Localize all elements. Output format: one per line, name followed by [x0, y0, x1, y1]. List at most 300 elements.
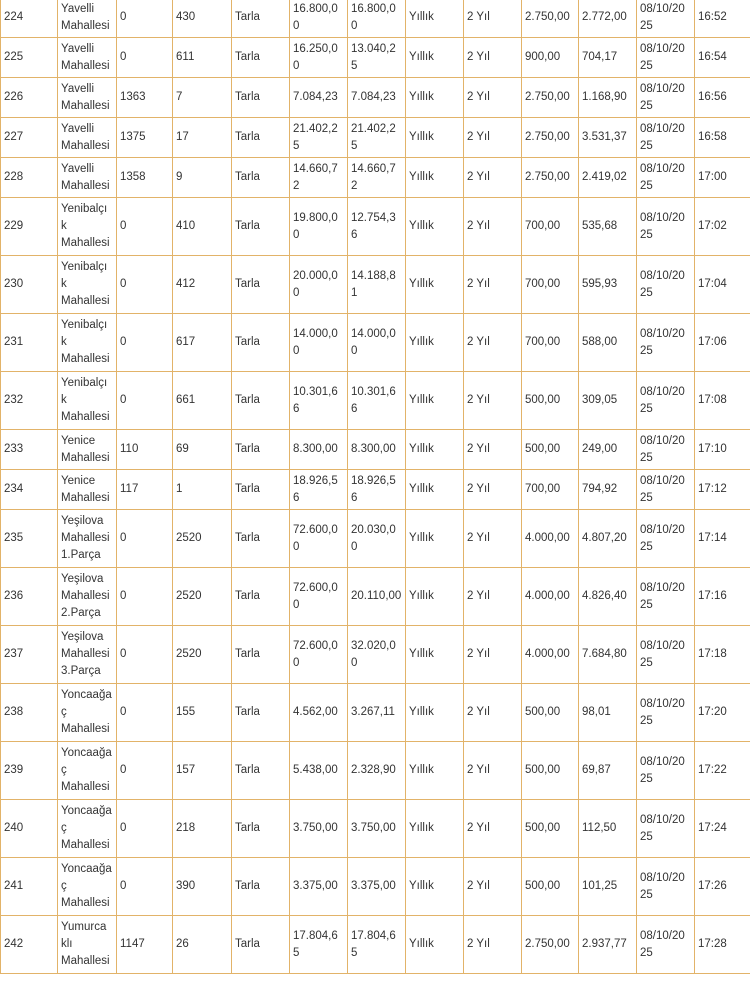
land-type-cell — [232, 800, 290, 858]
lease-duration-text: 2 Yıl — [467, 220, 490, 232]
row-number-text: 226 — [4, 91, 24, 103]
period-type-text: Yıllık — [409, 278, 434, 290]
auction-time-text: 16:52 — [698, 11, 727, 23]
rent-amount-text: 7.684,80 — [582, 648, 627, 660]
row-number-text: 233 — [4, 443, 24, 455]
table-row — [1, 314, 750, 372]
rent-amount-cell — [579, 314, 637, 372]
parcel-number-text: 7 — [176, 91, 183, 103]
total-area-cell — [290, 568, 348, 626]
auction-date-text-line: 08/10/20 — [640, 639, 685, 652]
total-area-text-line: 72.600,0 — [293, 639, 338, 652]
auction-date-cell — [637, 858, 695, 916]
neighborhood-text-line: Mahallesi — [61, 99, 110, 112]
neighborhood-text-line: Mahallesi — [61, 179, 110, 192]
lease-duration-cell — [464, 626, 522, 684]
auction-date-text-line: 25 — [640, 286, 653, 299]
leased-area-cell — [348, 0, 406, 38]
neighborhood-cell — [58, 158, 117, 198]
land-type-text: Tarla — [235, 11, 260, 23]
block-number-text: 1358 — [120, 171, 146, 183]
total-area-text-line: 6 — [293, 491, 300, 504]
auction-time-text: 17:22 — [698, 764, 727, 776]
auction-time-cell — [695, 158, 750, 198]
unit-price-text: 900,00 — [525, 51, 561, 63]
lease-duration-cell — [464, 470, 522, 510]
parcel-number-text: 2520 — [176, 532, 202, 544]
neighborhood-text-line: Yavelli — [61, 162, 95, 175]
period-type-text: Yıllık — [409, 131, 434, 143]
row-number-text: 241 — [4, 880, 24, 892]
unit-price-text: 700,00 — [525, 278, 561, 290]
total-area-text-line: 3.750,00 — [293, 822, 338, 834]
table-row — [1, 684, 750, 742]
period-type-cell — [406, 470, 464, 510]
total-area-text-line: 18.926,5 — [293, 474, 338, 487]
leased-area-text-line: 6 — [351, 402, 358, 415]
block-number-cell — [117, 0, 173, 38]
neighborhood-text-line: Mahallesi — [61, 532, 110, 544]
leased-area-cell — [348, 372, 406, 430]
parcel-number-cell — [173, 742, 232, 800]
table-body — [1, 0, 750, 974]
period-type-text: Yıllık — [409, 91, 434, 103]
auction-date-text-line: 08/10/20 — [640, 929, 685, 942]
parcel-number-text: 157 — [176, 764, 196, 776]
land-type-text: Tarla — [235, 91, 260, 103]
land-type-cell — [232, 742, 290, 800]
unit-price-text: 500,00 — [525, 443, 561, 455]
block-number-text: 0 — [120, 764, 127, 776]
row-number-cell — [1, 470, 58, 510]
lease-duration-cell — [464, 568, 522, 626]
auction-time-text: 17:00 — [698, 171, 727, 183]
lease-duration-text: 2 Yıl — [467, 880, 490, 892]
row-number-cell — [1, 916, 58, 974]
parcel-number-text: 412 — [176, 278, 196, 290]
lease-duration-text: 2 Yıl — [467, 483, 490, 495]
auction-date-text-line: 25 — [640, 714, 653, 727]
rent-amount-text: 588,00 — [582, 336, 618, 348]
land-type-text: Tarla — [235, 278, 260, 290]
auction-time-text: 16:58 — [698, 131, 727, 143]
neighborhood-text-line: Yavelli — [61, 42, 95, 55]
total-area-cell — [290, 626, 348, 684]
leased-area-text-line: 7.084,23 — [351, 91, 396, 103]
auction-date-text-line: 25 — [640, 402, 653, 415]
block-number-text: 117 — [120, 483, 139, 495]
row-number-cell — [1, 158, 58, 198]
rent-amount-text: 4.807,20 — [582, 532, 627, 544]
period-type-cell — [406, 684, 464, 742]
lease-duration-text: 2 Yıl — [467, 278, 490, 290]
auction-date-cell — [637, 626, 695, 684]
auction-time-cell — [695, 742, 750, 800]
leased-area-cell — [348, 626, 406, 684]
row-number-text: 240 — [4, 822, 24, 834]
leased-area-cell — [348, 198, 406, 256]
land-type-cell — [232, 256, 290, 314]
unit-price-cell — [522, 858, 579, 916]
auction-date-cell — [637, 430, 695, 470]
row-number-cell — [1, 568, 58, 626]
neighborhood-cell — [58, 800, 117, 858]
parcel-number-cell — [173, 198, 232, 256]
block-number-cell — [117, 38, 173, 78]
rent-amount-cell — [579, 800, 637, 858]
neighborhood-text-line: Mahallesi — [61, 897, 110, 909]
auction-date-cell — [637, 568, 695, 626]
lease-duration-text: 2 Yıl — [467, 532, 490, 544]
neighborhood-cell — [58, 684, 117, 742]
leased-area-text-line: 14.188,8 — [351, 269, 396, 282]
auction-date-cell — [637, 916, 695, 974]
auction-time-text: 17:20 — [698, 706, 727, 718]
unit-price-text: 500,00 — [525, 822, 561, 834]
land-type-text: Tarla — [235, 336, 260, 348]
parcel-number-cell — [173, 256, 232, 314]
total-area-cell — [290, 800, 348, 858]
parcel-number-cell — [173, 626, 232, 684]
auction-date-cell — [637, 38, 695, 78]
auction-time-text: 16:56 — [698, 91, 727, 103]
leased-area-text-line: 8.300,00 — [351, 443, 396, 455]
period-type-cell — [406, 256, 464, 314]
leased-area-text-line: 6 — [351, 491, 358, 504]
auction-date-cell — [637, 0, 695, 38]
row-number-text: 230 — [4, 278, 24, 290]
block-number-cell — [117, 916, 173, 974]
period-type-text: Yıllık — [409, 648, 434, 660]
lease-duration-text: 2 Yıl — [467, 51, 490, 63]
total-area-cell — [290, 158, 348, 198]
row-number-cell — [1, 430, 58, 470]
neighborhood-text-line: Mahallesi — [61, 839, 110, 851]
total-area-text-line: 2 — [293, 179, 300, 192]
block-number-text: 0 — [120, 220, 127, 232]
auction-time-text: 17:12 — [698, 483, 727, 495]
table-row — [1, 0, 750, 38]
neighborhood-cell — [58, 568, 117, 626]
parcel-number-text: 1 — [176, 483, 183, 495]
total-area-text-line: 72.600,0 — [293, 581, 338, 594]
unit-price-text: 500,00 — [525, 706, 561, 718]
row-number-cell — [1, 684, 58, 742]
rent-amount-text: 704,17 — [582, 51, 618, 63]
land-type-text: Tarla — [235, 220, 260, 232]
table-row — [1, 568, 750, 626]
block-number-cell — [117, 118, 173, 158]
auction-date-cell — [637, 118, 695, 158]
auction-time-text: 17:26 — [698, 880, 727, 892]
land-type-text: Tarla — [235, 483, 260, 495]
unit-price-cell — [522, 256, 579, 314]
neighborhood-text-line: Mahallesi — [61, 139, 110, 152]
total-area-cell — [290, 684, 348, 742]
auction-time-cell — [695, 78, 750, 118]
period-type-text: Yıllık — [409, 443, 434, 455]
unit-price-cell — [522, 158, 579, 198]
parcel-number-cell — [173, 314, 232, 372]
land-type-cell — [232, 38, 290, 78]
auction-time-text: 17:28 — [698, 938, 727, 950]
land-type-text: Tarla — [235, 443, 260, 455]
leased-area-cell — [348, 314, 406, 372]
rent-amount-cell — [579, 916, 637, 974]
table-row — [1, 256, 750, 314]
rent-amount-cell — [579, 0, 637, 38]
lease-duration-cell — [464, 372, 522, 430]
auction-time-text: 17:04 — [698, 278, 727, 290]
period-type-cell — [406, 568, 464, 626]
lease-duration-cell — [464, 198, 522, 256]
neighborhood-text-line: 1.Parça — [61, 549, 101, 561]
neighborhood-text-line: Mahallesi — [61, 295, 110, 307]
land-type-cell — [232, 916, 290, 974]
auction-date-text-line: 25 — [640, 598, 653, 611]
neighborhood-text-line: Mahallesi — [61, 648, 110, 660]
total-area-text-line: 10.301,6 — [293, 385, 338, 398]
block-number-cell — [117, 470, 173, 510]
auction-date-text-line: 25 — [640, 491, 653, 504]
total-area-text-line: 0 — [293, 656, 300, 669]
unit-price-text: 500,00 — [525, 880, 561, 892]
neighborhood-cell — [58, 742, 117, 800]
lease-duration-text: 2 Yıl — [467, 822, 490, 834]
neighborhood-cell — [58, 78, 117, 118]
parcel-number-text: 661 — [176, 394, 196, 406]
table-row — [1, 742, 750, 800]
parcel-number-cell — [173, 158, 232, 198]
neighborhood-cell — [58, 470, 117, 510]
row-number-text: 236 — [4, 590, 24, 602]
neighborhood-text-line: Mahallesi — [61, 451, 110, 464]
land-type-cell — [232, 158, 290, 198]
auction-time-text: 17:08 — [698, 394, 727, 406]
auction-time-text: 17:06 — [698, 336, 727, 348]
rent-amount-cell — [579, 626, 637, 684]
leased-area-cell — [348, 684, 406, 742]
land-type-text: Tarla — [235, 394, 260, 406]
neighborhood-text-line: ç — [61, 764, 67, 776]
table-row — [1, 158, 750, 198]
leased-area-text-line: 12.754,3 — [351, 211, 396, 224]
parcel-number-text: 390 — [176, 880, 196, 892]
lease-duration-cell — [464, 118, 522, 158]
auction-time-text: 17:02 — [698, 220, 727, 232]
period-type-cell — [406, 158, 464, 198]
block-number-text: 0 — [120, 532, 127, 544]
row-number-text: 224 — [4, 11, 24, 23]
block-number-text: 1375 — [120, 131, 146, 143]
block-number-cell — [117, 684, 173, 742]
rent-amount-text: 249,00 — [582, 443, 618, 455]
neighborhood-cell — [58, 198, 117, 256]
rent-amount-cell — [579, 118, 637, 158]
land-type-text: Tarla — [235, 706, 260, 718]
total-area-text-line: 3.375,00 — [293, 880, 338, 892]
lease-duration-cell — [464, 742, 522, 800]
block-number-cell — [117, 78, 173, 118]
row-number-cell — [1, 256, 58, 314]
block-number-text: 0 — [120, 51, 127, 63]
row-number-cell — [1, 742, 58, 800]
land-type-cell — [232, 510, 290, 568]
row-number-text: 237 — [4, 648, 24, 660]
leased-area-text-line: 0 — [351, 344, 358, 357]
row-number-cell — [1, 510, 58, 568]
neighborhood-text-line: ç — [61, 822, 67, 834]
neighborhood-text-line: Mahallesi — [61, 353, 110, 365]
leased-area-text-line: 16.800,0 — [351, 2, 396, 15]
total-area-cell — [290, 256, 348, 314]
neighborhood-text-line: Yoncaağa — [61, 747, 112, 759]
leased-area-text-line: 5 — [351, 139, 358, 152]
lease-duration-text: 2 Yıl — [467, 131, 490, 143]
land-type-text: Tarla — [235, 171, 260, 183]
block-number-text: 0 — [120, 648, 127, 660]
parcel-number-text: 2520 — [176, 648, 202, 660]
unit-price-text: 500,00 — [525, 394, 561, 406]
land-type-text: Tarla — [235, 51, 260, 63]
parcel-number-text: 9 — [176, 171, 183, 183]
block-number-cell — [117, 372, 173, 430]
leased-area-text-line: 0 — [351, 540, 358, 553]
rent-amount-cell — [579, 158, 637, 198]
neighborhood-text-line: Yenibalçı — [61, 319, 108, 331]
block-number-text: 0 — [120, 278, 127, 290]
auction-date-text-line: 08/10/20 — [640, 269, 685, 282]
leased-area-text-line: 13.040,2 — [351, 42, 396, 55]
period-type-text: Yıllık — [409, 938, 434, 950]
total-area-text-line: 0 — [293, 19, 300, 32]
total-area-text-line: 0 — [293, 286, 300, 299]
table-row — [1, 430, 750, 470]
lease-duration-cell — [464, 78, 522, 118]
row-number-cell — [1, 0, 58, 38]
lease-duration-text: 2 Yıl — [467, 171, 490, 183]
auction-date-text-line: 08/10/20 — [640, 162, 685, 175]
parcel-number-cell — [173, 38, 232, 78]
period-type-cell — [406, 314, 464, 372]
table-row — [1, 626, 750, 684]
auction-time-text: 17:18 — [698, 648, 727, 660]
leased-area-text-line: 20.110,00 — [351, 590, 402, 602]
total-area-text-line: 0 — [293, 540, 300, 553]
neighborhood-text-line: Yeşilova — [61, 573, 104, 585]
row-number-cell — [1, 198, 58, 256]
leased-area-text-line: 21.402,2 — [351, 122, 396, 135]
neighborhood-cell — [58, 118, 117, 158]
block-number-cell — [117, 314, 173, 372]
auction-date-text-line: 08/10/20 — [640, 385, 685, 398]
neighborhood-text-line: Yenice — [61, 474, 96, 487]
leased-area-cell — [348, 568, 406, 626]
lease-duration-text: 2 Yıl — [467, 764, 490, 776]
neighborhood-text-line: k — [61, 220, 67, 232]
rent-amount-text: 3.531,37 — [582, 131, 627, 143]
total-area-cell — [290, 118, 348, 158]
land-type-cell — [232, 372, 290, 430]
auction-time-cell — [695, 372, 750, 430]
total-area-text-line: 5 — [293, 946, 300, 959]
row-number-text: 239 — [4, 764, 24, 776]
neighborhood-cell — [58, 0, 117, 38]
total-area-text-line: 16.800,0 — [293, 2, 338, 15]
unit-price-cell — [522, 38, 579, 78]
row-number-cell — [1, 800, 58, 858]
land-type-text: Tarla — [235, 764, 260, 776]
rent-amount-cell — [579, 470, 637, 510]
rent-amount-cell — [579, 78, 637, 118]
unit-price-text: 2.750,00 — [525, 11, 570, 23]
leased-area-text-line: 0 — [351, 19, 358, 32]
land-type-cell — [232, 198, 290, 256]
auction-date-text-line: 25 — [640, 772, 653, 785]
period-type-text: Yıllık — [409, 880, 434, 892]
neighborhood-text-line: ç — [61, 706, 67, 718]
unit-price-cell — [522, 568, 579, 626]
period-type-cell — [406, 742, 464, 800]
period-type-cell — [406, 78, 464, 118]
parcel-number-cell — [173, 78, 232, 118]
table-row — [1, 510, 750, 568]
neighborhood-text-line: Mahallesi — [61, 723, 110, 735]
rent-amount-text: 2.419,02 — [582, 171, 627, 183]
auction-time-cell — [695, 118, 750, 158]
neighborhood-text-line: 2.Parça — [61, 607, 101, 619]
auction-date-text-line: 08/10/20 — [640, 813, 685, 826]
auction-date-text-line: 08/10/20 — [640, 755, 685, 768]
leased-area-text-line: 1 — [351, 286, 358, 299]
neighborhood-cell — [58, 858, 117, 916]
leased-area-text-line: 3.267,11 — [351, 706, 395, 718]
unit-price-cell — [522, 916, 579, 974]
land-type-text: Tarla — [235, 532, 260, 544]
block-number-cell — [117, 256, 173, 314]
auction-time-text: 17:10 — [698, 443, 727, 455]
period-type-text: Yıllık — [409, 706, 434, 718]
row-number-text: 225 — [4, 51, 24, 63]
neighborhood-text-line: Mahallesi — [61, 590, 110, 602]
leased-area-cell — [348, 510, 406, 568]
neighborhood-text-line: klı — [61, 938, 73, 950]
unit-price-cell — [522, 684, 579, 742]
leased-area-cell — [348, 742, 406, 800]
rent-amount-cell — [579, 38, 637, 78]
table-row — [1, 800, 750, 858]
neighborhood-text-line: Yavelli — [61, 122, 95, 135]
neighborhood-text-line: Mahallesi — [61, 411, 110, 423]
unit-price-text: 2.750,00 — [525, 91, 570, 103]
unit-price-cell — [522, 430, 579, 470]
row-number-cell — [1, 858, 58, 916]
parcel-number-cell — [173, 684, 232, 742]
leased-area-text-line: 20.030,0 — [351, 523, 396, 536]
neighborhood-text-line: Yumurca — [61, 921, 107, 933]
period-type-text: Yıllık — [409, 336, 434, 348]
block-number-text: 1363 — [120, 91, 146, 103]
parcel-number-cell — [173, 510, 232, 568]
neighborhood-text-line: Mahallesi — [61, 955, 110, 967]
neighborhood-cell — [58, 314, 117, 372]
rent-amount-text: 98,01 — [582, 706, 611, 718]
row-number-text: 228 — [4, 171, 24, 183]
leased-area-text-line: 3.750,00 — [351, 822, 396, 834]
neighborhood-text-line: 3.Parça — [61, 665, 101, 677]
parcel-number-text: 410 — [176, 220, 196, 232]
row-number-cell — [1, 38, 58, 78]
